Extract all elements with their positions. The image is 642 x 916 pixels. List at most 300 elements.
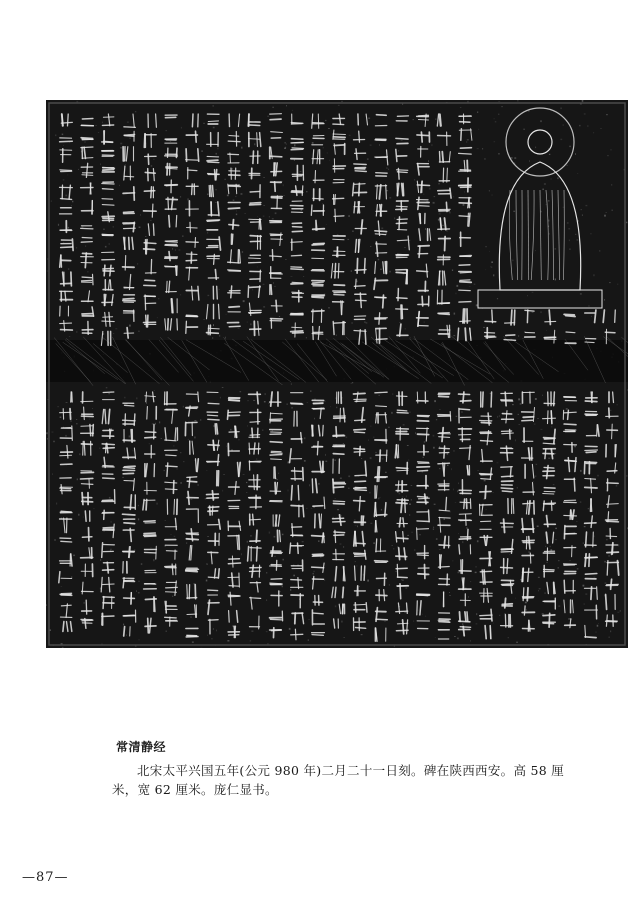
carved-glyph-stroke <box>303 505 304 517</box>
stone-speck <box>476 623 478 624</box>
carved-glyph-stroke <box>145 295 146 310</box>
carved-glyph-stroke <box>356 628 366 629</box>
stone-speck <box>609 637 610 639</box>
stone-speck <box>275 556 276 557</box>
carved-glyph-stroke <box>188 170 197 171</box>
stone-speck <box>575 234 576 235</box>
stone-speck <box>539 588 541 589</box>
stone-speck <box>225 337 226 339</box>
stone-speck <box>386 190 388 191</box>
stone-speck <box>607 155 609 156</box>
carved-glyph-stroke <box>228 563 240 564</box>
carved-glyph-stroke <box>197 459 198 472</box>
carved-glyph-stroke <box>375 561 388 562</box>
carved-glyph-stroke <box>102 189 113 190</box>
stone-speck <box>205 498 206 499</box>
carved-glyph-stroke <box>528 620 529 631</box>
stone-speck <box>279 316 280 317</box>
carved-glyph-stroke <box>376 339 387 340</box>
carved-glyph-stroke <box>334 145 345 146</box>
stone-speck <box>166 130 167 131</box>
stone-speck <box>238 328 240 329</box>
stone-speck <box>89 419 90 420</box>
stone-speck <box>274 286 276 287</box>
stone-speck <box>93 508 94 509</box>
stone-speck <box>71 576 72 578</box>
carved-glyph-stroke <box>502 476 513 477</box>
stone-speck <box>226 314 227 315</box>
stone-speck <box>368 118 370 120</box>
carved-glyph-stroke <box>229 586 239 587</box>
stone-speck <box>537 418 538 419</box>
stone-speck <box>361 634 363 635</box>
stone-speck <box>407 445 409 446</box>
stone-speck <box>550 179 552 180</box>
stone-speck <box>355 561 356 562</box>
stone-speck <box>593 132 594 133</box>
carved-glyph-stroke <box>586 452 596 453</box>
carved-glyph-stroke <box>249 461 261 462</box>
carved-glyph-stroke <box>480 491 491 492</box>
stone-speck <box>303 276 304 277</box>
carved-glyph-stroke <box>364 566 365 580</box>
stone-speck <box>72 201 73 203</box>
stone-speck <box>456 285 458 287</box>
stone-speck <box>555 528 557 529</box>
stone-speck <box>476 304 478 306</box>
stone-speck <box>399 493 401 495</box>
stone-speck <box>458 483 459 485</box>
stone-speck <box>284 195 285 196</box>
stone-speck <box>385 472 386 473</box>
carved-glyph-stroke <box>364 259 365 274</box>
carved-glyph-stroke <box>252 428 253 437</box>
stone-speck <box>113 226 114 227</box>
carved-glyph-stroke <box>311 205 312 215</box>
carved-glyph-stroke <box>270 273 282 274</box>
carved-glyph-stroke <box>165 245 177 246</box>
stone-speck <box>577 173 578 174</box>
stone-speck <box>212 337 213 339</box>
stone-speck <box>535 398 537 400</box>
carved-glyph-stroke <box>417 601 418 615</box>
carved-glyph-stroke <box>459 265 470 266</box>
carved-glyph-stroke <box>439 437 450 438</box>
stone-speck <box>206 470 207 471</box>
stone-speck <box>263 205 265 206</box>
stone-speck <box>46 432 48 434</box>
stone-speck <box>401 579 402 580</box>
stone-speck <box>65 195 67 197</box>
stone-speck <box>263 216 265 217</box>
carved-glyph-stroke <box>597 425 598 436</box>
stone-speck <box>138 592 140 593</box>
stone-speck <box>176 469 178 470</box>
stone-speck <box>181 127 182 129</box>
carved-glyph-stroke <box>253 151 254 163</box>
stone-speck <box>435 119 437 120</box>
stone-speck <box>386 232 387 234</box>
stone-speck <box>314 418 315 420</box>
carved-glyph-stroke <box>270 442 282 443</box>
carved-glyph-stroke <box>93 425 94 436</box>
carved-glyph-stroke <box>359 131 360 142</box>
stone-speck <box>452 561 454 562</box>
carved-glyph-stroke <box>386 185 387 199</box>
stone-speck <box>501 106 503 107</box>
carved-glyph-stroke <box>291 506 302 507</box>
carved-glyph-stroke <box>397 577 407 578</box>
carved-glyph-stroke <box>250 191 260 192</box>
stone-speck <box>129 436 131 438</box>
stone-speck <box>286 144 287 145</box>
stone-speck <box>341 101 343 102</box>
carved-glyph-stroke <box>148 618 149 633</box>
carved-glyph-stroke <box>103 478 115 479</box>
stone-speck <box>355 525 357 526</box>
stone-speck <box>525 602 527 604</box>
carved-glyph-stroke <box>176 216 177 227</box>
carved-glyph-stroke <box>291 403 302 404</box>
stone-speck <box>246 482 247 483</box>
stone-speck <box>392 393 393 394</box>
stone-speck <box>378 498 379 500</box>
carved-glyph-stroke <box>249 125 260 126</box>
carved-glyph-stroke <box>566 316 575 317</box>
carved-glyph-stroke <box>196 459 197 472</box>
stone-speck <box>122 477 124 478</box>
carved-glyph-stroke <box>612 424 613 439</box>
stone-speck <box>207 536 209 537</box>
stone-speck <box>294 144 296 146</box>
carved-glyph-stroke <box>123 468 134 469</box>
stone-speck <box>58 224 59 226</box>
stone-speck <box>600 128 602 129</box>
stone-speck <box>570 249 571 250</box>
stone-speck <box>282 586 283 587</box>
stone-speck <box>512 404 514 405</box>
stone-speck <box>535 476 537 477</box>
carved-glyph-stroke <box>333 436 345 437</box>
stone-speck <box>412 532 413 533</box>
carved-glyph-stroke <box>291 142 303 143</box>
carved-glyph-stroke <box>418 115 428 116</box>
stone-speck <box>194 437 195 439</box>
carved-glyph-stroke <box>195 238 196 248</box>
stone-speck <box>431 144 432 146</box>
stone-speck <box>215 189 217 190</box>
carved-glyph-stroke <box>396 272 406 273</box>
carved-glyph-stroke <box>61 330 73 331</box>
carved-glyph-stroke <box>231 286 232 298</box>
carved-glyph-stroke <box>607 483 619 484</box>
carved-glyph-stroke <box>333 198 344 199</box>
carved-glyph-stroke <box>613 392 614 403</box>
carved-glyph-stroke <box>271 459 282 460</box>
stone-speck <box>457 638 459 640</box>
stone-speck <box>216 153 218 155</box>
carved-glyph-stroke <box>380 450 381 461</box>
carved-glyph-stroke <box>459 539 470 540</box>
carved-glyph-stroke <box>507 559 508 574</box>
carved-glyph-stroke <box>379 467 380 482</box>
carved-glyph-stroke <box>603 310 604 322</box>
stone-speck <box>252 289 253 291</box>
stone-speck <box>457 490 458 492</box>
stone-speck <box>428 160 429 162</box>
stone-speck <box>589 305 590 306</box>
carved-glyph-stroke <box>270 234 282 235</box>
stone-speck <box>597 475 598 477</box>
stone-speck <box>455 502 456 503</box>
carved-glyph-stroke <box>144 533 155 534</box>
carved-glyph-stroke <box>102 584 114 585</box>
stone-speck <box>373 542 375 544</box>
carved-glyph-stroke <box>396 556 407 557</box>
stone-speck <box>328 128 330 129</box>
stone-speck <box>617 405 618 406</box>
stone-speck <box>429 188 431 190</box>
stone-speck <box>425 616 426 617</box>
stone-speck <box>306 337 307 338</box>
stone-speck <box>304 437 306 439</box>
carved-glyph-stroke <box>417 521 429 522</box>
stone-speck <box>124 397 125 399</box>
stone-speck <box>109 497 111 499</box>
stone-speck <box>588 508 589 509</box>
carved-glyph-stroke <box>198 286 199 300</box>
stone-speck <box>232 259 233 261</box>
carved-glyph-stroke <box>233 220 234 229</box>
stone-speck <box>535 250 536 251</box>
carved-glyph-stroke <box>354 501 365 502</box>
stone-speck <box>498 153 500 155</box>
stone-speck <box>555 539 557 540</box>
stone-speck <box>375 452 377 453</box>
stone-speck <box>548 200 550 202</box>
carved-glyph-stroke <box>377 467 378 482</box>
stone-speck <box>415 549 416 551</box>
stone-speck <box>343 546 344 548</box>
stone-speck <box>447 465 449 466</box>
carved-glyph-stroke <box>166 551 177 552</box>
carved-glyph-stroke <box>275 182 276 192</box>
carved-glyph-stroke <box>354 164 366 165</box>
stone-speck <box>583 543 584 544</box>
stone-speck <box>609 555 610 557</box>
stone-speck <box>398 150 399 151</box>
stone-speck <box>523 338 524 339</box>
stone-speck <box>476 566 477 567</box>
carved-glyph-stroke <box>570 510 571 519</box>
carved-glyph-stroke <box>376 115 386 116</box>
stone-speck <box>227 195 229 197</box>
stone-speck <box>325 401 326 402</box>
stone-speck <box>438 183 439 184</box>
stone-speck <box>495 122 497 123</box>
stone-speck <box>469 286 471 287</box>
stone-speck <box>92 408 93 409</box>
carved-glyph-stroke <box>375 392 387 393</box>
carved-glyph-stroke <box>272 547 273 556</box>
stone-speck <box>580 470 582 472</box>
stone-speck <box>434 196 436 197</box>
stone-speck <box>52 474 53 475</box>
stone-speck <box>379 144 380 145</box>
carved-glyph-stroke <box>492 310 493 323</box>
stone-speck <box>435 637 436 638</box>
carved-glyph-stroke <box>545 438 555 439</box>
carved-glyph-stroke <box>376 157 387 158</box>
stone-speck <box>582 214 583 216</box>
carved-glyph-stroke <box>335 209 336 222</box>
carved-glyph-stroke <box>271 221 282 222</box>
carved-glyph-stroke <box>186 160 199 161</box>
carved-glyph-stroke <box>335 195 336 205</box>
carved-glyph-stroke <box>312 554 323 555</box>
stone-speck <box>73 555 75 557</box>
carved-glyph-stroke <box>85 511 86 521</box>
carved-glyph-stroke <box>102 184 114 185</box>
stone-speck <box>194 420 196 421</box>
carved-glyph-stroke <box>218 455 219 466</box>
stone-speck <box>395 571 397 572</box>
carved-glyph-stroke <box>270 119 281 120</box>
stone-speck <box>54 540 56 541</box>
carved-glyph-stroke <box>523 417 533 418</box>
carved-glyph-stroke <box>312 334 323 335</box>
carved-glyph-stroke <box>606 536 617 537</box>
carved-glyph-stroke <box>355 543 365 544</box>
stone-speck <box>161 438 162 439</box>
stone-speck <box>53 441 54 443</box>
stone-speck <box>71 420 72 421</box>
carved-glyph-stroke <box>355 532 356 547</box>
carved-glyph-stroke <box>354 432 364 433</box>
stone-speck <box>409 459 410 461</box>
stone-speck <box>492 194 493 195</box>
stone-speck <box>393 548 394 549</box>
stone-speck <box>84 498 86 499</box>
stone-speck <box>385 456 386 457</box>
carved-glyph-stroke <box>61 247 73 248</box>
stone-speck <box>527 295 528 296</box>
stone-speck <box>71 205 72 206</box>
stone-speck <box>407 535 409 536</box>
carved-glyph-stroke <box>418 497 428 498</box>
carved-glyph-stroke <box>607 521 619 522</box>
stone-speck <box>380 269 382 270</box>
carved-glyph-stroke <box>102 444 114 445</box>
carved-glyph-stroke <box>123 578 124 588</box>
stone-speck <box>192 642 194 643</box>
carved-glyph-stroke <box>463 392 464 403</box>
stone-speck <box>485 269 486 270</box>
carved-glyph-stroke <box>398 169 399 180</box>
stone-speck <box>307 402 309 403</box>
stone-speck <box>212 638 213 639</box>
carved-glyph-stroke <box>544 503 556 504</box>
carved-glyph-stroke <box>63 622 64 632</box>
stone-speck <box>138 581 139 582</box>
stone-speck <box>596 631 597 633</box>
stone-speck <box>482 148 483 149</box>
stone-speck <box>454 636 456 637</box>
carved-glyph-stroke <box>333 137 345 138</box>
carved-glyph-stroke <box>70 409 71 420</box>
carved-glyph-stroke <box>213 440 214 450</box>
stone-speck <box>130 138 131 139</box>
stone-speck <box>241 147 242 149</box>
stone-speck <box>203 123 205 124</box>
stone-speck <box>123 624 124 626</box>
stone-speck <box>265 393 266 395</box>
stone-speck <box>244 213 246 214</box>
carved-glyph-stroke <box>354 429 366 430</box>
stone-speck <box>324 580 325 581</box>
carved-glyph-stroke <box>147 407 148 420</box>
stone-speck <box>577 568 579 569</box>
carved-glyph-stroke <box>292 471 302 472</box>
carved-glyph-stroke <box>355 420 365 421</box>
stone-speck <box>120 143 122 145</box>
stone-speck <box>222 387 224 388</box>
stone-speck <box>103 229 105 230</box>
carved-glyph-stroke <box>250 236 261 237</box>
stone-speck <box>262 430 263 431</box>
stone-speck <box>568 228 570 229</box>
carved-glyph-stroke <box>376 173 387 174</box>
carved-glyph-stroke <box>60 323 72 324</box>
carved-glyph-stroke <box>504 519 505 532</box>
stone-speck <box>516 642 518 643</box>
carved-glyph-stroke <box>336 549 337 559</box>
carved-glyph-stroke <box>110 280 111 290</box>
carved-glyph-stroke <box>397 500 408 501</box>
stone-speck <box>68 175 69 176</box>
stone-speck <box>284 148 286 150</box>
carved-glyph-stroke <box>585 637 596 638</box>
carved-glyph-stroke <box>249 258 261 259</box>
carved-glyph-stroke <box>82 158 93 159</box>
stone-speck <box>537 526 539 528</box>
stone-speck <box>55 135 56 137</box>
stone-speck <box>357 526 358 528</box>
stone-speck <box>127 122 129 123</box>
carved-glyph-stroke <box>398 254 408 255</box>
stone-speck <box>367 159 369 160</box>
carved-glyph-stroke <box>585 523 596 524</box>
caption-body: 北宋太平兴国五年(公元 980 年)二月二十一日刻。碑在陕西西安。高 58 厘米，宽 62 厘米。庞仁显书。 <box>112 763 565 797</box>
stone-speck <box>154 390 155 391</box>
stone-speck <box>540 120 542 122</box>
carved-glyph-stroke <box>130 495 131 509</box>
stone-speck <box>159 421 160 423</box>
stone-speck <box>499 416 500 417</box>
carved-glyph-stroke <box>502 491 512 492</box>
stone-speck <box>352 231 353 233</box>
carved-glyph-stroke <box>207 498 218 499</box>
carved-glyph-stroke <box>229 400 240 401</box>
stone-speck <box>550 549 552 551</box>
stone-speck <box>110 549 112 550</box>
stone-speck <box>604 561 606 563</box>
stone-speck <box>549 233 550 235</box>
stone-speck <box>620 610 621 611</box>
carved-glyph-stroke <box>525 310 534 311</box>
carved-glyph-stroke <box>151 187 152 198</box>
stone-speck <box>322 203 323 205</box>
